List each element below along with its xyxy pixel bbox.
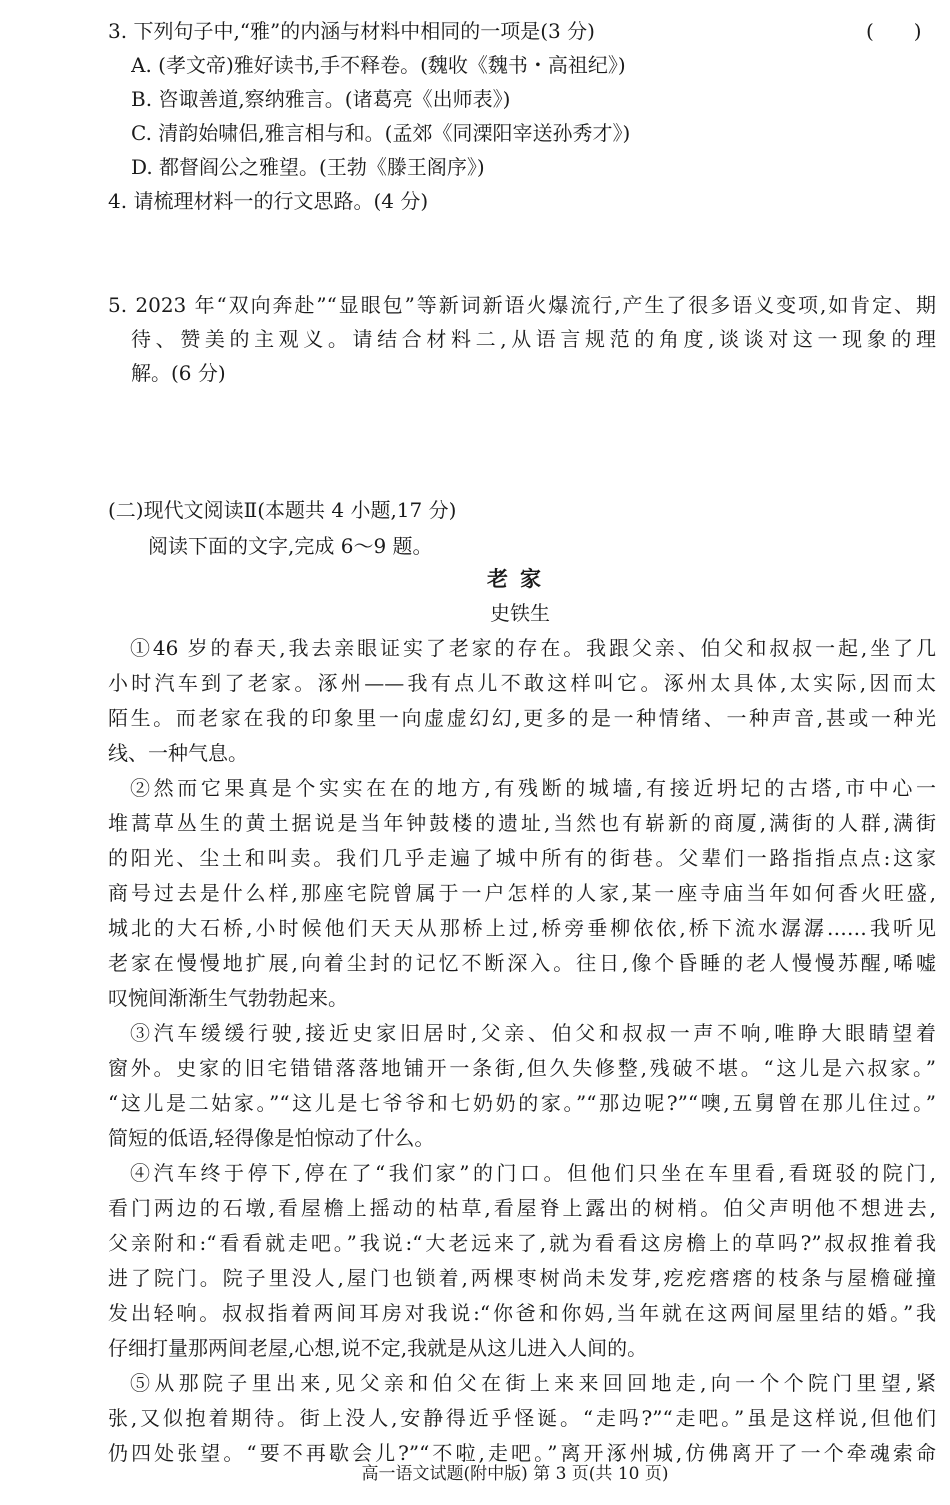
question-3-stem: 3. 下列句子中,“雅”的内涵与材料中相同的一项是(3 分): [108, 19, 595, 43]
section-heading: (二)现代文阅读Ⅱ(本题共 4 小题,17 分): [108, 498, 457, 522]
paragraph-4-line: 仔细打量那两间老屋,心想,说不定,我就是从这儿进入人间的。: [108, 1336, 648, 1360]
paragraph-1-line: 线、一种气息。: [108, 741, 248, 765]
paragraph-3-line: ③汽车缓缓行驶,接近史家旧居时,父亲、伯父和叔叔一声不响,唯睁大眼睛望着: [130, 1021, 936, 1045]
paragraph-4-line: 进了院门。院子里没人,屋门也锁着,两棵枣树尚未发芽,疙疙瘩瘩的枝条与屋檐碰撞: [108, 1266, 936, 1290]
paragraph-3-line: “这儿是二姑家。”“这儿是七爷爷和七奶奶的家。”“那边呢?”“噢,五舅曾在那儿住过。”: [108, 1091, 936, 1115]
question-3-option-a: A. (孝文帝)雅好读书,手不释卷。(魏收《魏书・高祖纪》): [131, 53, 626, 77]
paragraph-2-line: 城北的大石桥,小时候他们天天从那桥上过,桥旁垂柳依依,桥下流水潺潺……我听见: [108, 916, 936, 940]
paragraph-5-line: 仍四处张望。“要不再歇会儿?”“不啦,走吧。”离开涿州城,仿佛离开了一个牵魂索命: [108, 1441, 936, 1465]
answer-bracket: ( ): [866, 19, 922, 43]
paragraph-2-line: 的阳光、尘土和叫卖。我们几乎走遍了城中所有的街巷。父辈们一路指指点点:这家: [108, 846, 936, 870]
paragraph-2-line: ②然而它果真是个实实在在的地方,有残断的城墙,有接近坍圮的古塔,市中心一: [130, 776, 936, 800]
question-3-option-b: B. 咨诹善道,察纳雅言。(诸葛亮《出师表》): [131, 87, 511, 111]
paragraph-2-line: 老家在慢慢地扩展,向着尘封的记忆不断深入。往日,像个昏睡的老人慢慢苏醒,唏嘘: [108, 951, 936, 975]
question-5-line-3: 解。(6 分): [131, 361, 226, 385]
paragraph-4-line: 看门两边的石墩,看屋檐上摇动的枯草,看屋脊上露出的树梢。伯父声明他不想进去,: [108, 1196, 936, 1220]
question-4: 4. 请梳理材料一的行文思路。(4 分): [108, 189, 429, 213]
question-5-line-2: 待、赞美的主观义。请结合材料二,从语言规范的角度,谈谈对这一现象的理: [131, 327, 936, 351]
paragraph-2-line: 商号过去是什么样,那座宅院曾属于一户怎样的人家,某一座寺庙当年如何香火旺盛,: [108, 881, 936, 905]
paragraph-1-line: ①46 岁的春天,我去亲眼证实了老家的存在。我跟父亲、伯父和叔叔一起,坐了几: [130, 636, 936, 660]
paragraph-1-line: 小时汽车到了老家。涿州——我有点儿不敢这样叫它。涿州太具体,太实际,因而太: [108, 671, 936, 695]
paragraph-5-line: 张,又似抱着期待。街上没人,安静得近乎怪诞。“走吗?”“走吧。”虽是这样说,但他们: [108, 1406, 936, 1430]
article-author: 史铁生: [490, 601, 550, 625]
paragraph-1-line: 陌生。而老家在我的印象里一向虚虚幻幻,更多的是一种情绪、一种声音,甚或一种光: [108, 706, 936, 730]
paragraph-2-line: 堆蒿草丛生的黄土据说是当年钟鼓楼的遗址,当然也有崭新的商厦,满街的人群,满街: [108, 811, 936, 835]
paragraph-3-line: 简短的低语,轻得像是怕惊动了什么。: [108, 1126, 435, 1150]
page-footer: 高一语文试题(附中版) 第 3 页(共 10 页): [361, 1464, 669, 1484]
article-title: 老家: [487, 566, 553, 591]
paragraph-4-line: ④汽车终于停下,停在了“我们家”的门口。但他们只坐在车里看,看斑驳的院门,: [130, 1161, 936, 1185]
paragraph-4-line: 发出轻响。叔叔指着两间耳房对我说:“你爸和你妈,当年就在这两间屋里结的婚。”我: [108, 1301, 936, 1325]
question-5-line-1: 5. 2023 年“双向奔赴”“显眼包”等新词新语火爆流行,产生了很多语义变项,如肯定、期: [108, 293, 936, 317]
paragraph-4-line: 父亲附和:“看看就走吧。”我说:“大老远来了,就为看看这房檐上的草吗?”叔叔推着我: [108, 1231, 936, 1255]
paragraph-3-line: 窗外。史家的旧宅错错落落地铺开一条街,但久失修整,残破不堪。“这儿是六叔家。”: [108, 1056, 936, 1080]
paragraph-5-line: ⑤从那院子里出来,见父亲和伯父在街上来来回回地走,向一个个院门里望,紧: [130, 1371, 936, 1395]
question-3-option-c: C. 清韵始啸侣,雅言相与和。(孟郊《同溧阳宰送孙秀才》): [131, 121, 631, 145]
section-instruction: 阅读下面的文字,完成 6～9 题。: [148, 534, 433, 558]
question-3-option-d: D. 都督阎公之雅望。(王勃《滕王阁序》): [131, 155, 485, 179]
paragraph-2-line: 叹惋间渐渐生气勃勃起来。: [108, 986, 348, 1010]
